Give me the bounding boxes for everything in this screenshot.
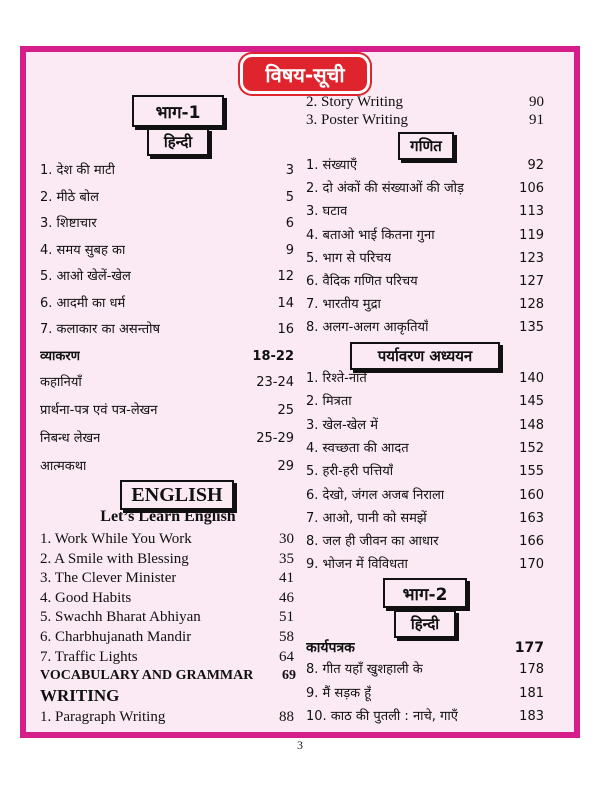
- item-page: 127: [519, 274, 544, 289]
- list-item: [40, 458, 294, 476]
- list-item: [40, 268, 294, 286]
- vocab-label: VOCABULARY AND GRAMMAR: [40, 668, 254, 683]
- evs-heading: पर्यावरण अध्ययन: [350, 342, 500, 370]
- item-page: 135: [519, 320, 544, 336]
- list-item: [306, 533, 544, 551]
- list-item: [306, 661, 544, 679]
- list-item: [306, 273, 544, 291]
- list-item: [306, 203, 544, 221]
- hindi2-heading: हिन्दी: [394, 610, 456, 638]
- item-page: 91: [529, 112, 544, 128]
- item-page: 29: [277, 459, 294, 474]
- item-page: 123: [519, 250, 544, 266]
- list-item: [306, 111, 544, 129]
- item-page: 64: [279, 648, 294, 665]
- item-label: निबन्ध लेखन: [40, 431, 101, 446]
- item-page: 152: [519, 440, 544, 456]
- item-label: 7. भारतीय मुद्रा: [306, 297, 381, 313]
- item-label: 5. Swachh Bharat Abhiyan: [40, 609, 201, 626]
- list-item: [306, 685, 544, 703]
- list-item: [40, 295, 294, 313]
- list-item: [40, 430, 294, 448]
- item-label: 3. Poster Writing: [306, 112, 409, 128]
- part1-heading: भाग-1: [132, 95, 224, 127]
- grammar-row: [40, 348, 294, 366]
- item-page: 12: [277, 269, 294, 284]
- item-page: 16: [277, 322, 294, 337]
- page-number: 3: [297, 738, 303, 752]
- list-item: [40, 530, 294, 548]
- item-page: 119: [519, 227, 544, 243]
- item-label: 1. देश की माटी: [40, 163, 115, 178]
- item-page: 9: [285, 242, 294, 258]
- list-item: [40, 162, 294, 180]
- hindi-heading: हिन्दी: [147, 128, 209, 156]
- item-page: 6: [285, 216, 294, 231]
- list-item: [306, 487, 544, 505]
- item-page: 163: [519, 510, 544, 526]
- list-item: [40, 550, 294, 568]
- item-page: 25: [277, 403, 294, 418]
- item-label: 1. संख्याएँ: [306, 158, 358, 173]
- list-item: [40, 648, 294, 666]
- item-label: 4. बताओ भाई कितना गुना: [306, 227, 435, 243]
- item-label: 6. Charbhujanath Mandir: [40, 629, 192, 645]
- item-label: 5. भाग से परिचय: [306, 250, 392, 266]
- item-label: 7. आओ, पानी को समझें: [306, 510, 427, 526]
- list-item: [306, 370, 544, 388]
- list-item: [306, 393, 544, 411]
- list-item: [40, 708, 294, 726]
- english-heading: ENGLISH: [120, 480, 234, 510]
- list-item: [306, 157, 544, 175]
- vocab-page: 69: [282, 668, 296, 683]
- item-page: 106: [519, 181, 544, 197]
- item-page: 58: [279, 629, 294, 645]
- item-page: 41: [279, 570, 294, 587]
- item-page: 181: [519, 685, 544, 701]
- item-page: 166: [519, 534, 544, 550]
- list-item: [40, 242, 294, 260]
- item-page: 23-24: [256, 375, 294, 390]
- item-page: 3: [285, 163, 294, 178]
- item-label: प्रार्थना-पत्र एवं पत्र-लेखन: [40, 403, 158, 418]
- item-label: कहानियाँ: [40, 375, 82, 390]
- item-label: 2. दो अंकों की संख्याओं की जोड़: [306, 181, 465, 197]
- item-page: 128: [519, 297, 544, 313]
- workbook-label: कार्यपत्रक: [306, 640, 355, 656]
- list-item: [306, 250, 544, 268]
- list-item: [40, 321, 294, 339]
- item-label: 6. वैदिक गणित परिचय: [306, 274, 418, 289]
- item-label: 1. Work While You Work: [40, 531, 192, 547]
- list-item: [306, 93, 544, 111]
- item-label: 5. हरी-हरी पत्तियाँ: [306, 464, 394, 480]
- list-item: [306, 440, 544, 458]
- item-page: 178: [519, 662, 544, 677]
- list-item: [40, 402, 294, 420]
- item-page: 35: [279, 550, 294, 567]
- grammar-label: व्याकरण: [40, 349, 81, 364]
- item-page: 92: [527, 158, 544, 173]
- item-label: 7. Traffic Lights: [40, 648, 138, 665]
- item-label: आत्मकथा: [40, 459, 87, 474]
- item-page: 14: [277, 295, 294, 311]
- list-item: [40, 374, 294, 392]
- item-label: 6. आदमी का धर्म: [40, 295, 126, 311]
- item-page: 113: [519, 204, 544, 220]
- list-item: [40, 569, 294, 587]
- item-page: 183: [519, 709, 544, 724]
- item-label: 10. काठ की पुतली : नाचे, गाएँ: [306, 709, 458, 724]
- list-item: [306, 296, 544, 314]
- item-label: 7. कलाकार का असन्तोष: [40, 322, 160, 337]
- item-label: 3. शिष्टाचार: [40, 216, 97, 231]
- list-item: [40, 215, 294, 233]
- item-page: 160: [519, 487, 544, 503]
- list-item: [40, 589, 294, 607]
- item-label: 8. जल ही जीवन का आधार: [306, 534, 439, 550]
- item-page: 148: [519, 417, 544, 433]
- item-label: 4. स्वच्छता की आदत: [306, 440, 409, 456]
- item-page: 51: [279, 609, 294, 626]
- item-label: 3. The Clever Minister: [40, 570, 177, 587]
- item-label: 3. खेल-खेल में: [306, 417, 379, 433]
- workbook-page: 177: [514, 640, 544, 656]
- item-label: 3. घटाव: [306, 204, 348, 220]
- list-item: [306, 227, 544, 245]
- item-label: 2. A Smile with Blessing: [40, 550, 189, 567]
- item-label: 8. अलग-अलग आकृतियाँ: [306, 320, 429, 336]
- item-page: 5: [285, 189, 294, 205]
- writing-heading: WRITING: [40, 686, 120, 705]
- item-page: 140: [519, 371, 544, 386]
- item-label: 5. आओ खेलें-खेल: [40, 269, 131, 284]
- item-label: 6. देखो, जंगल अजब निराला: [306, 487, 445, 503]
- list-item: [306, 510, 544, 528]
- item-page: 46: [279, 589, 294, 606]
- list-item: [306, 319, 544, 337]
- math-heading: गणित: [398, 132, 454, 160]
- item-label: 1. Paragraph Writing: [40, 709, 166, 725]
- item-label: 8. गीत यहाँ खुशहाली के: [306, 662, 423, 677]
- item-label: 4. समय सुबह का: [40, 242, 126, 258]
- item-page: 88: [279, 709, 294, 725]
- item-page: 25-29: [256, 431, 294, 446]
- list-item: [40, 189, 294, 207]
- item-page: 155: [519, 464, 544, 480]
- list-item: [40, 628, 294, 646]
- item-label: 2. मित्रता: [306, 394, 352, 410]
- item-label: 2. मीठे बोल: [40, 189, 99, 205]
- page-title: विषय-सूची: [240, 54, 370, 94]
- list-item: [306, 417, 544, 435]
- workbook-row: [306, 639, 544, 657]
- item-page: 170: [519, 557, 544, 573]
- list-item: [306, 556, 544, 574]
- list-item: [40, 608, 294, 626]
- list-item: [306, 180, 544, 198]
- item-page: 145: [519, 394, 544, 410]
- item-page: 90: [529, 94, 544, 110]
- item-label: 2. Story Writing: [306, 94, 404, 110]
- vocab-row: [40, 667, 296, 685]
- grammar-page: 18-22: [252, 349, 294, 364]
- item-label: 9. मैं सड़क हूँ: [306, 685, 372, 701]
- item-page: 30: [279, 531, 294, 547]
- list-item: [306, 708, 544, 726]
- item-label: 1. रिश्ते-नाते: [306, 371, 367, 386]
- item-label: 4. Good Habits: [40, 589, 132, 606]
- part2-heading: भाग-2: [383, 578, 467, 608]
- list-item: [306, 463, 544, 481]
- item-label: 9. भोजन में विविधता: [306, 557, 408, 573]
- english-subtitle: Let’s Learn English: [100, 508, 236, 525]
